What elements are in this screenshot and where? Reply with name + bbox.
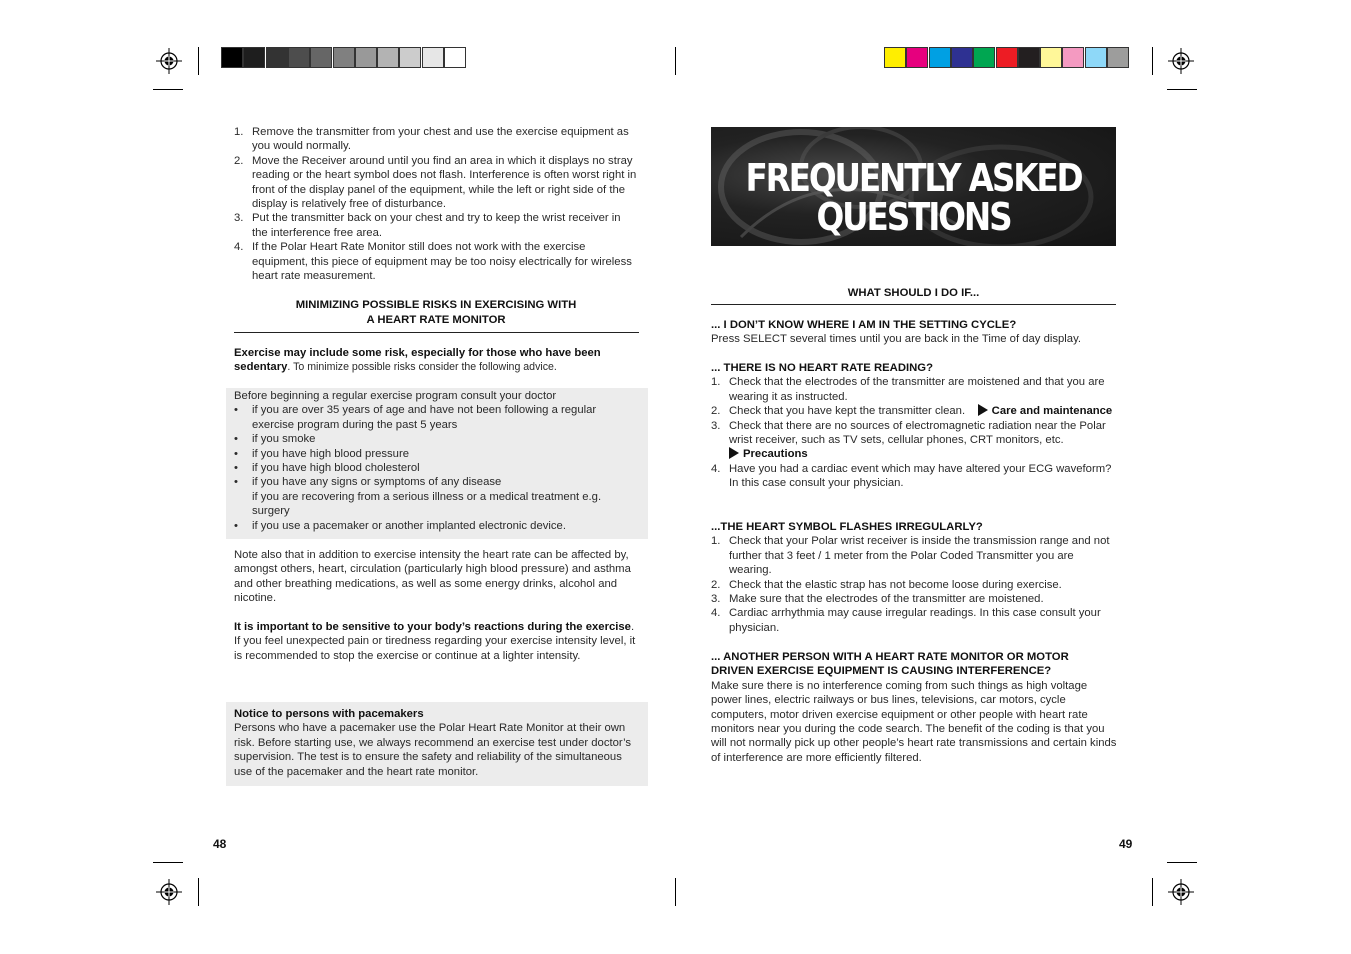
list-item bbox=[711, 578, 1116, 592]
list-item bbox=[711, 404, 1116, 418]
bullet-icon: • bbox=[234, 476, 238, 489]
crop-mark bbox=[675, 47, 676, 75]
list-item bbox=[711, 462, 1116, 491]
crop-mark bbox=[198, 878, 199, 906]
advice-intro: Before beginning a regular exercise program consult your doctor bbox=[234, 390, 557, 402]
item-number: 4. bbox=[711, 462, 721, 475]
advice-item-text: if you have high blood pressure bbox=[252, 447, 410, 460]
item-text: Check that there are no sources of electromagnetic radiation near the Polar wrist receiver, such as TV sets, cellular phones, CRT monitors, etc. bbox=[729, 419, 1106, 447]
color-swatch bbox=[951, 47, 973, 68]
color-swatch bbox=[996, 47, 1018, 68]
item-number: 3. bbox=[711, 593, 721, 606]
faq-banner bbox=[711, 127, 1116, 246]
interference-steps-list bbox=[234, 125, 638, 283]
risks-heading-line1: MINIMIZING POSSIBLE RISKS IN EXERCISING WITH bbox=[295, 299, 577, 311]
advice-item bbox=[234, 519, 639, 533]
list-item bbox=[711, 534, 1116, 577]
answer-list bbox=[711, 534, 1116, 635]
bullet-icon: • bbox=[234, 462, 238, 475]
gray-swatch bbox=[333, 47, 355, 68]
page-number-right: 49 bbox=[1119, 837, 1133, 851]
divider bbox=[234, 332, 639, 333]
crop-mark bbox=[198, 47, 199, 75]
bullet-icon: • bbox=[234, 519, 238, 532]
advice-item-text: if you have any signs or symptoms of any disease bbox=[252, 476, 502, 489]
note-paragraph: Note also that in addition to exercise intensity the heart rate can be affected by, amongst others, heart, circulation (particularly high blood pressure) and asthma and other breathing medications, as well as some energy drinks, alcohol and nicotine. bbox=[234, 549, 631, 605]
color-swatch bbox=[1085, 47, 1107, 68]
advice-list bbox=[234, 403, 639, 533]
bullet-icon: • bbox=[234, 447, 238, 460]
list-item bbox=[234, 211, 638, 240]
section-heading: WHAT SHOULD I DO IF... bbox=[847, 287, 980, 299]
item-text: Cardiac arrhythmia may cause irregular readings. In this case consult your physician. bbox=[729, 607, 1101, 634]
question-heading: ... THERE IS NO HEART RATE READING? bbox=[711, 362, 933, 374]
answer-text: Press SELECT several times until you are back in the Time of day display. bbox=[711, 333, 1082, 346]
bullet-icon: • bbox=[234, 404, 238, 417]
cross-reference-arrow-icon bbox=[729, 447, 739, 459]
crop-mark bbox=[1152, 47, 1153, 75]
item-text: If the Polar Heart Rate Monitor still does not work with the exercise equipment, this piece of equipment may be too noisy electrically for wireless heart rate measurement. bbox=[252, 241, 632, 283]
color-swatch bbox=[884, 47, 906, 68]
sensitive-bold: It is important to be sensitive to your body’s reactions during the exercise bbox=[234, 621, 631, 633]
item-text: Make sure that the electrodes of the transmitter are moistened. bbox=[729, 593, 1044, 606]
pacemaker-text: Persons who have a pacemaker use the Polar Heart Rate Monitor at their own risk. Before starting use, we always recommend an exercise test under doctor’s supervision. The test is to ensure the safety and reliability of the simultaneous use of the pacemaker and the heart rate monitor. bbox=[234, 722, 632, 778]
item-text: Have you had a cardiac event which may have altered your ECG waveform? In this case consult your physician. bbox=[729, 462, 1112, 490]
list-item bbox=[711, 606, 1116, 635]
list-item bbox=[234, 125, 638, 154]
color-swatch bbox=[906, 47, 928, 68]
list-item bbox=[234, 240, 638, 283]
item-text: Check that the electrodes of the transmitter are moistened and that you are wearing it as instructed. bbox=[729, 376, 1105, 403]
list-item bbox=[711, 592, 1116, 606]
list-item bbox=[711, 375, 1116, 404]
list-item bbox=[234, 154, 638, 212]
answer-list bbox=[711, 375, 1116, 490]
item-number: 4. bbox=[711, 607, 721, 620]
faq-no-reading bbox=[711, 361, 1116, 491]
item-text: Move the Receiver around until you find an area in which it displays no stray reading or the heart symbol does not flash. Interference is often worst right in front of the display panel of the equipment, while the left or right side of the display is relatively free of disturbance. bbox=[252, 154, 637, 211]
question-heading: ... I DON’T KNOW WHERE I AM IN THE SETTING CYCLE? bbox=[711, 319, 1017, 331]
item-number: 1. bbox=[234, 126, 244, 138]
gray-swatch bbox=[310, 47, 332, 68]
answer-text: Make sure there is no interference coming from such things as high voltage power lines, electric railways or bus lines, televisions, car motors, cycle computers, motor driven exercise equipment or other people with heart rate monitors near you during the code search. The benefit of the coding is that you will not normally pick up other people’s heart rate transmissions and certain kinds of interference are more efficiently filtered. bbox=[711, 679, 1117, 764]
color-swatch bbox=[1018, 47, 1040, 68]
advice-item bbox=[234, 447, 639, 461]
advice-content bbox=[234, 389, 639, 533]
registration-mark-icon bbox=[156, 879, 182, 905]
sensitive-rest: . If you feel unexpected pain or tiredness regarding your exercise intensity level, it is recommended to stop the exercise or continue at a lighter intensity. bbox=[234, 621, 636, 662]
advice-item-text: if you are over 35 years of age and have not been following a regular exercise program during the past 5 years bbox=[252, 404, 597, 431]
cross-reference[interactable]: Precautions bbox=[743, 448, 808, 461]
crop-mark bbox=[153, 89, 183, 90]
faq-interference bbox=[711, 650, 1119, 765]
item-text: Put the transmitter back on your chest and try to keep the wrist receiver in the interference free area. bbox=[252, 212, 621, 239]
registration-mark-icon bbox=[156, 48, 182, 74]
gray-swatch bbox=[288, 47, 310, 68]
page-number-left: 48 bbox=[213, 837, 227, 851]
advice-item bbox=[234, 432, 639, 446]
item-number: 1. bbox=[711, 535, 721, 548]
item-text: Check that the elastic strap has not become loose during exercise. bbox=[729, 578, 1062, 591]
item-text: Check that your Polar wrist receiver is inside the transmission range and not further that 3 feet / 1 meter from the Polar Coded Transmitter you are wearing. bbox=[729, 535, 1110, 577]
pacemaker-content bbox=[234, 707, 640, 779]
gray-swatch bbox=[355, 47, 377, 68]
gray-swatch bbox=[444, 47, 466, 68]
banner-title-line1: FREQUENTLY ASKED bbox=[745, 156, 1082, 200]
question-heading: ... ANOTHER PERSON WITH A HEART RATE MONITOR OR MOTOR DRIVEN EXERCISE EQUIPMENT IS CAUSING INTERFERENCE? bbox=[711, 651, 1069, 678]
list-item bbox=[711, 419, 1116, 462]
advice-item bbox=[234, 475, 639, 518]
advice-item-extra: if you are recovering from a serious illness or a medical treatment e.g. surgery bbox=[252, 490, 602, 518]
question-heading: ...THE HEART SYMBOL FLASHES IRREGULARLY? bbox=[711, 521, 983, 533]
gray-swatch bbox=[399, 47, 421, 68]
advice-item-text: if you smoke bbox=[252, 433, 316, 446]
item-number: 2. bbox=[234, 154, 244, 167]
advice-item-text: if you use a pacemaker or another implanted electronic device. bbox=[252, 519, 566, 532]
color-swatch bbox=[929, 47, 951, 68]
gray-swatch bbox=[377, 47, 399, 68]
color-swatch bbox=[973, 47, 995, 68]
gray-swatch bbox=[221, 47, 243, 68]
item-number: 4. bbox=[234, 241, 244, 254]
bullet-icon: • bbox=[234, 433, 238, 446]
risk-intro-bold: Exercise may include some risk, especially for those who have been sedentary bbox=[234, 347, 601, 374]
risk-intro-paragraph bbox=[234, 346, 642, 375]
faq-setting-cycle bbox=[711, 318, 1121, 347]
gray-swatch bbox=[266, 47, 288, 68]
advice-item bbox=[234, 403, 639, 432]
crop-mark bbox=[1167, 862, 1197, 863]
divider bbox=[711, 304, 1116, 305]
cross-reference[interactable]: Care and maintenance bbox=[991, 405, 1113, 418]
registration-mark-icon bbox=[1168, 879, 1194, 905]
crop-mark bbox=[1167, 89, 1197, 90]
color-swatch bbox=[1062, 47, 1084, 68]
gray-swatch bbox=[422, 47, 444, 68]
item-number: 1. bbox=[711, 376, 721, 389]
color-swatch bbox=[1107, 47, 1129, 68]
item-text: Check that you have kept the transmitter clean. bbox=[729, 405, 966, 418]
advice-item-text: if you have high blood cholesterol bbox=[252, 462, 420, 475]
cross-reference-arrow-icon bbox=[978, 404, 988, 416]
advice-item bbox=[234, 461, 639, 475]
crop-mark bbox=[153, 862, 183, 863]
banner-title-line2: QUESTIONS bbox=[816, 195, 1011, 239]
risks-heading bbox=[234, 298, 638, 328]
risks-heading-line2: A HEART RATE MONITOR bbox=[366, 314, 506, 326]
sensitive-paragraph bbox=[234, 620, 640, 663]
crop-mark bbox=[675, 878, 676, 906]
item-text: Remove the transmitter from your chest and use the exercise equipment as you would normally. bbox=[252, 126, 629, 153]
item-number: 3. bbox=[234, 212, 244, 225]
item-number: 2. bbox=[711, 578, 721, 591]
crop-mark bbox=[1152, 878, 1153, 906]
color-swatch bbox=[1040, 47, 1062, 68]
item-number: 2. bbox=[711, 405, 721, 418]
pacemaker-title: Notice to persons with pacemakers bbox=[234, 708, 424, 720]
faq-symbol-flashes bbox=[711, 520, 1116, 635]
gray-swatch bbox=[243, 47, 265, 68]
risk-intro-rest: . To minimize possible risks consider the following advice. bbox=[287, 361, 557, 374]
item-number: 3. bbox=[711, 419, 721, 432]
registration-mark-icon bbox=[1168, 48, 1194, 74]
